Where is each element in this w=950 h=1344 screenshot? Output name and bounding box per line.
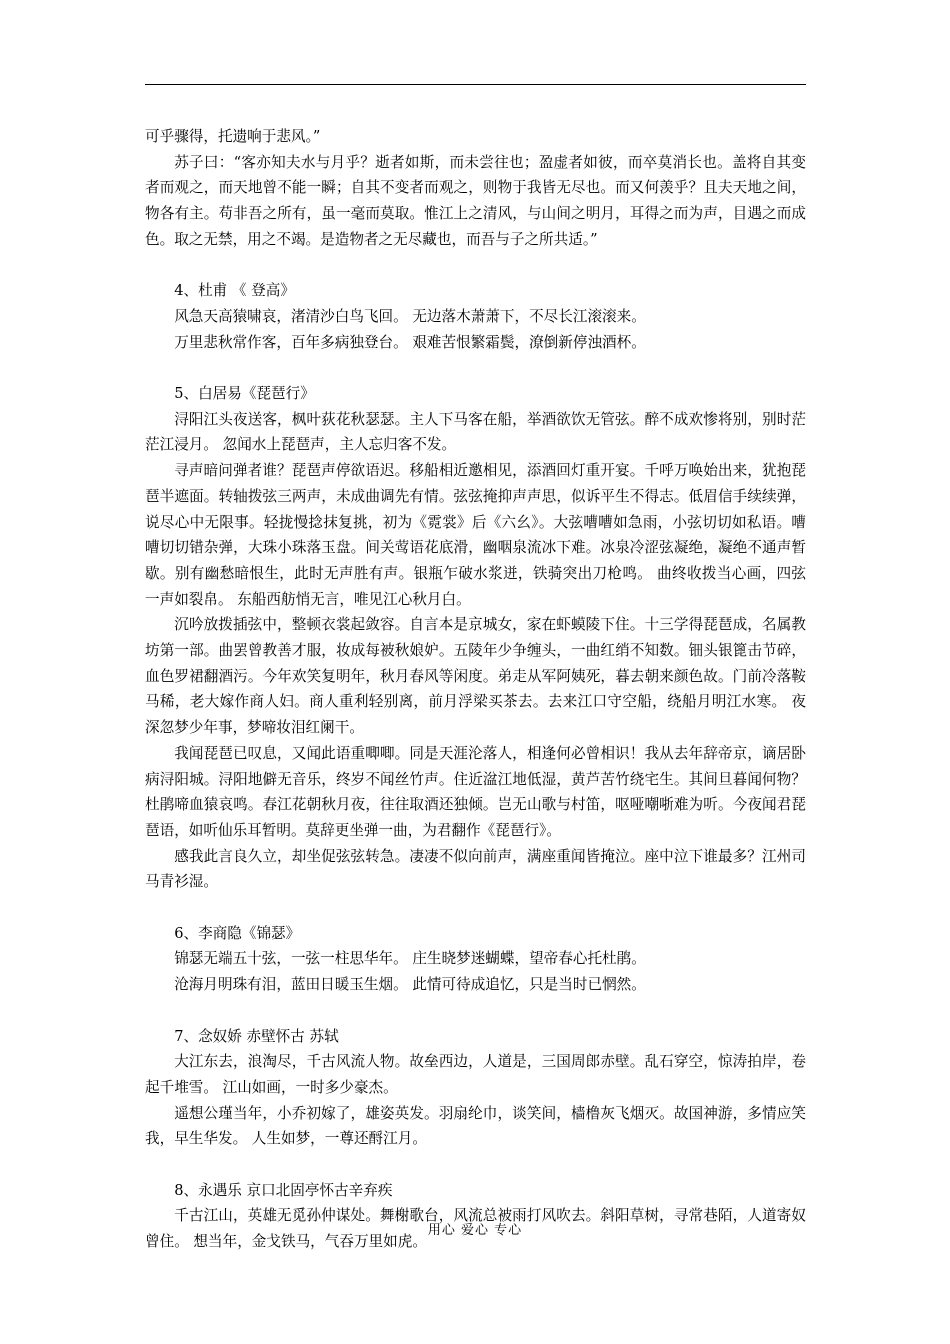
page-footer: 用心 爱心 专心	[427, 1223, 523, 1238]
paragraph: 千古江山，英雄无觅孙仲谋处。舞榭歌台，风流总被雨打风吹去。斜阳草树，寻常巷陌，人道寄奴曾住。 想当年，金戈铁马，气吞万里如虎。	[145, 1207, 806, 1251]
section-title: 5、白居易《琵琶行》	[174, 385, 315, 402]
poem-line: 锦瑟无端五十弦，一弦一柱思华年。 庄生晓梦迷蝴蝶，望帝春心托杜鹃。	[174, 950, 646, 968]
paragraph: 沉吟放拨插弦中，整顿衣裳起敛容。自言本是京城女，家在虾蟆陵下住。十三学得琵琶成，名属教坊第一部。曲罢曾教善才服，妆成每被秋娘妒。五陵年少争缠头，一曲红绡不知数。钿头银篦击节碎，血色罗裙翻酒污。今年欢笑复明年，秋月春风等闲度。弟走从军阿姨死，暮去朝来颜色故。门前冷落鞍马稀，老大嫁作商人妇。商人重利轻别离，前月浮梁买茶去。去来江口守空船，绕船月明江水寒。 夜深忽梦少年事，梦啼妆泪红阑干。	[145, 616, 806, 737]
paragraph: 感我此言良久立，却坐促弦弦转急。凄凄不似向前声，满座重闻皆掩泣。座中泣下谁最多？江州司马青衫湿。	[145, 847, 806, 891]
spacer	[145, 895, 806, 921]
header-rule	[145, 84, 806, 85]
poem-line: 万里悲秋常作客，百年多病独登台。 艰难苦恨繁霜鬓，潦倒新停浊酒杯。	[174, 333, 646, 351]
spacer	[145, 355, 806, 381]
section-title: 6、李商隐《锦瑟》	[174, 924, 301, 942]
spacer	[145, 998, 806, 1024]
paragraph: 遥想公瑾当年，小乔初嫁了，雄姿英发。羽扇纶巾，谈笑间，樯橹灰飞烟灭。故国神游，多情应笑我，早生华发。 人生如梦，一尊还酹江月。	[145, 1104, 806, 1148]
document-body	[145, 124, 806, 1255]
section-title: 8、永遇乐 京口北固亭怀古辛弃疾	[174, 1181, 393, 1199]
paragraph: 苏子曰：“客亦知夫水与月乎？逝者如斯，而未尝往也；盈虚者如彼，而卒莫消长也。盖将自其变者而观之，而天地曾不能一瞬；自其不变者而观之，则物于我皆无尽也。而又何羡乎？且夫天地之间，物各有主。苟非吾之所有，虽一毫而莫取。惟江上之清风，与山间之明月，耳得之而为声，目遇之而成色。取之无禁，用之不竭。是造物者之无尽藏也，而吾与子之所共适。”	[145, 153, 806, 248]
poem-line: 风急天高猿啸哀，渚清沙白鸟飞回。 无边落木萧萧下，不尽长江滚滚来。	[174, 307, 646, 325]
paragraph: 我闻琵琶已叹息，又闻此语重唧唧。同是天涯沦落人，相逢何必曾相识！我从去年辞帝京，谪居卧病浔阳城。浔阳地僻无音乐，终岁不闻丝竹声。住近湓江地低湿，黄芦苦竹绕宅生。其间旦暮闻何物？杜鹃啼血猿哀鸣。春江花朝秋月夜，往往取酒还独倾。岂无山歌与村笛，呕哑嘲哳难为听。今夜闻君琵琶语，如听仙乐耳暂明。莫辞更坐弹一曲，为君翻作《琵琶行》。	[145, 744, 806, 839]
paragraph: 大江东去，浪淘尽，千古风流人物。故垒西边，人道是，三国周郎赤壁。乱石穿空，惊涛拍岸，卷起千堆雪。 江山如画，一时多少豪杰。	[145, 1053, 806, 1096]
spacer	[145, 1152, 806, 1178]
paragraph: 浔阳江头夜送客，枫叶荻花秋瑟瑟。主人下马客在船，举酒欲饮无管弦。醉不成欢惨将别，别时茫茫江浸月。 忽闻水上琵琶声，主人忘归客不发。	[145, 410, 806, 454]
poem-line: 沧海月明珠有泪，蓝田日暖玉生烟。 此情可待成追忆，只是当时已惘然。	[174, 976, 646, 994]
paragraph: 可乎骤得，托遗响于悲风。”	[145, 128, 321, 145]
section-title: 4、杜甫 《 登高》	[174, 282, 295, 300]
spacer	[145, 253, 806, 279]
paragraph: 寻声暗问弹者谁？琵琶声停欲语迟。移船相近邀相见，添酒回灯重开宴。千呼万唤始出来，犹抱琵琶半遮面。转轴拨弦三两声，未成曲调先有情。弦弦掩抑声声思，似诉平生不得志。低眉信手续续弹，说尽心中无限事。轻拢慢捻抹复挑，初为《霓裳》后《六幺》。大弦嘈嘈如急雨，小弦切切如私语。嘈嘈切切错杂弹，大珠小珠落玉盘。间关莺语花底滑，幽咽泉流冰下难。冰泉冷涩弦凝绝，凝绝不通声暂歇。别有幽愁暗恨生，此时无声胜有声。银瓶乍破水浆迸，铁骑突出刀枪鸣。 曲终收拨当心画，四弦一声如裂帛。 东船西舫悄无言，唯见江心秋月白。	[145, 462, 806, 608]
section-title: 7、念奴娇 赤壁怀古 苏轼	[174, 1027, 339, 1045]
